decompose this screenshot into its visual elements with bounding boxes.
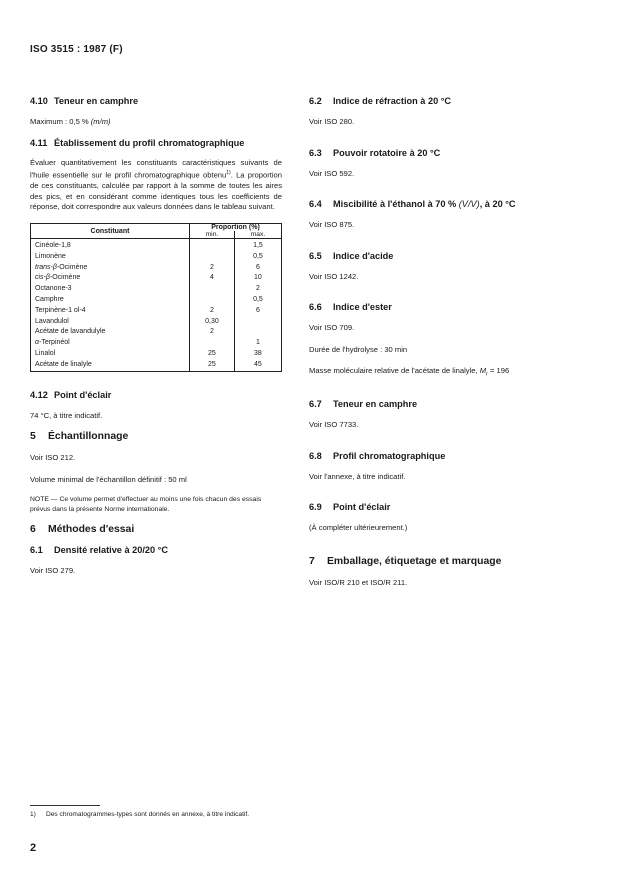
section-paragraph <box>30 158 282 214</box>
footnote-text: Des chromatogrammes-types sont donnés en annexe, à titre indicatif. <box>46 811 250 818</box>
column-header-min: min. <box>190 231 235 239</box>
table-row <box>31 252 282 263</box>
section-number: 6.7 <box>309 399 322 410</box>
table-row <box>31 273 282 284</box>
min-cell <box>190 338 235 349</box>
constituant-name: Camphre <box>35 295 64 303</box>
table-row <box>31 360 282 371</box>
column-header-proportion: Proportion (%) <box>190 224 282 232</box>
constituant-cell <box>31 273 190 284</box>
footnote-divider <box>30 805 100 806</box>
max-cell: 0,5 <box>234 252 281 263</box>
constituant-name: Ocimène <box>59 263 88 271</box>
section-title-suffix: , à 20 °C <box>479 199 516 209</box>
section-text: Durée de l'hydrolyse : 30 min <box>309 344 408 354</box>
section-title: Pouvoir rotatoire à 20 °C <box>333 147 441 158</box>
text-segment: Évaluer quantitativement les constituants caractéristiques suivants de l'huile essentielle sur le profil chromatographique obtenu <box>30 157 282 180</box>
proportion-table <box>30 223 282 372</box>
section-text: Voir ISO 1242. <box>309 271 359 281</box>
unit-text: (V/V) <box>458 199 480 209</box>
section-6 <box>30 524 282 535</box>
table-row <box>31 284 282 295</box>
constituant-cell <box>31 360 190 371</box>
section-heading <box>30 524 282 535</box>
section-4-12 <box>30 390 282 422</box>
left-column <box>30 96 282 587</box>
section-title: Profil chromatographique <box>333 450 446 461</box>
table-row <box>31 295 282 306</box>
constituant-cell <box>31 252 190 263</box>
max-cell: 10 <box>234 273 281 284</box>
section-number: 4.10 <box>30 96 48 106</box>
min-cell <box>190 252 235 263</box>
max-cell <box>234 327 281 338</box>
max-cell: 1,5 <box>234 239 281 252</box>
section-title: Emballage, étiquetage et marquage <box>327 555 502 567</box>
max-cell: 6 <box>234 306 281 317</box>
section-heading <box>309 251 594 261</box>
section-6-3 <box>309 148 594 180</box>
max-cell: 6 <box>234 263 281 274</box>
section-heading <box>30 96 282 106</box>
section-number: 6.5 <box>309 250 322 261</box>
section-title: Échantillonnage <box>48 431 129 443</box>
constituant-name: Limonène <box>35 252 66 260</box>
constituant-cell <box>31 263 190 274</box>
section-4-11 <box>30 138 282 372</box>
table-row <box>31 239 282 252</box>
document-header: ISO 3515 : 1987 (F) <box>30 44 123 55</box>
footnote-mark: 1) <box>30 811 36 818</box>
table-row <box>31 317 282 328</box>
section-heading <box>309 451 594 461</box>
table-row <box>31 338 282 349</box>
section-text <box>309 365 594 381</box>
section-5 <box>30 431 282 514</box>
section-text: Voir ISO 212. <box>30 453 76 463</box>
section-6-7 <box>309 399 594 431</box>
constituant-cell <box>31 239 190 252</box>
section-text: Volume minimal de l'échantillon définitif : 50 ml <box>30 474 187 484</box>
section-number: 6.9 <box>309 502 322 513</box>
section-number: 4.12 <box>30 389 48 400</box>
text-segment: . La proportion de ces constituants, calculée par rapport à la somme de toutes les aires des pics, et en considérant comme identiques tous les coefficients de réponse, doit correspondre aux valeurs données dans le tableau suivant. <box>30 170 282 212</box>
section-text: Voir ISO 7733. <box>309 420 359 430</box>
constituant-cell <box>31 284 190 295</box>
section-note: NOTE — Ce volume permet d'effectuer au moins une fois chacun des essais prévus dans la présente Norme internationale. <box>30 496 262 513</box>
section-title: Teneur en camphre <box>333 399 418 410</box>
max-cell: 38 <box>234 349 281 360</box>
section-text: Voir ISO 279. <box>30 566 76 576</box>
page-number: 2 <box>30 842 37 854</box>
section-text <box>30 116 282 128</box>
constituant-name: Linalol <box>35 349 56 357</box>
section-title: Densité relative à 20/20 °C <box>54 545 168 556</box>
section-heading <box>309 302 594 312</box>
min-cell: 25 <box>190 360 235 371</box>
constituant-name: Acétate de linalyle <box>35 360 92 368</box>
table-row <box>31 327 282 338</box>
section-number: 6.8 <box>309 450 322 461</box>
name-prefix: trans-β- <box>35 263 60 271</box>
constituant-name: Terpinène-1 ol-4 <box>35 306 86 314</box>
section-text: 74 °C, à titre indicatif. <box>30 410 103 420</box>
max-cell: 1 <box>234 338 281 349</box>
column-header-constituant: Constituant <box>31 224 190 239</box>
symbol-subscript: r <box>486 371 488 378</box>
constituant-cell <box>31 327 190 338</box>
section-title: Établissement du profil chromatographique <box>54 137 245 148</box>
section-heading <box>309 148 594 158</box>
section-title: Point d'éclair <box>54 389 112 400</box>
section-heading <box>309 96 594 106</box>
table-row <box>31 349 282 360</box>
section-number: 5 <box>30 431 36 443</box>
value-text: = 196 <box>487 366 510 375</box>
text-segment: Maximum : 0,5 % <box>30 117 91 126</box>
name-prefix: α- <box>35 339 42 347</box>
section-number: 6.1 <box>30 545 43 556</box>
section-heading <box>309 502 594 512</box>
text-segment: Masse moléculaire relative de l'acétate de linalyle, <box>309 366 480 375</box>
section-6-2 <box>309 96 594 128</box>
constituant-name: Ocimène <box>52 274 81 282</box>
section-heading <box>30 138 282 148</box>
section-number: 6.4 <box>309 199 322 209</box>
section-6-6 <box>309 302 594 381</box>
min-cell <box>190 284 235 295</box>
section-6-8 <box>309 451 594 483</box>
constituant-name: Lavandulol <box>35 317 69 325</box>
section-text: (À compléter ultérieurement.) <box>309 523 408 533</box>
constituant-name: Cinéole-1,8 <box>35 242 71 249</box>
section-heading <box>30 390 282 400</box>
section-number: 7 <box>309 555 315 567</box>
section-text: Voir ISO 280. <box>309 117 355 126</box>
min-cell: 2 <box>190 327 235 338</box>
section-6-4 <box>309 199 594 231</box>
min-cell: 4 <box>190 273 235 284</box>
section-6-5 <box>309 251 594 283</box>
section-7 <box>309 556 594 589</box>
section-number: 6.6 <box>309 302 322 312</box>
section-heading <box>30 545 282 555</box>
min-cell: 2 <box>190 263 235 274</box>
min-cell: 25 <box>190 349 235 360</box>
constituant-cell <box>31 317 190 328</box>
section-title: Indice de réfraction à 20 °C <box>333 96 452 106</box>
section-text: Voir ISO 592. <box>309 168 355 178</box>
table-row <box>31 263 282 274</box>
section-heading <box>309 399 594 409</box>
min-cell: 2 <box>190 306 235 317</box>
min-cell: 0,30 <box>190 317 235 328</box>
constituant-name: Octanone-3 <box>35 285 72 293</box>
section-number: 6.2 <box>309 96 322 106</box>
section-text: Voir ISO 875. <box>309 220 355 229</box>
footnote-reference[interactable]: 1) <box>226 170 231 177</box>
section-heading <box>309 199 594 209</box>
section-title: Point d'éclair <box>333 502 391 513</box>
max-cell: 45 <box>234 360 281 371</box>
footnote <box>30 811 249 818</box>
constituant-name: Acétate de lavandulyle <box>35 328 106 336</box>
section-title: Miscibilité à l'éthanol à 70 % <box>333 199 459 209</box>
section-6-1 <box>30 545 282 577</box>
constituant-cell <box>31 306 190 317</box>
section-number: 6 <box>30 524 36 536</box>
constituant-name: Terpinéol <box>41 339 70 347</box>
section-text: Voir l'annexe, à titre indicatif. <box>309 471 406 481</box>
min-cell <box>190 239 235 252</box>
section-title: Indice d'acide <box>333 250 394 261</box>
min-cell <box>190 295 235 306</box>
column-header-max: max. <box>234 231 281 239</box>
max-cell <box>234 317 281 328</box>
section-heading <box>309 556 594 567</box>
table-row <box>31 306 282 317</box>
section-number: 4.11 <box>30 137 48 148</box>
section-title: Teneur en camphre <box>54 96 139 106</box>
section-title: Méthodes d'essai <box>48 524 135 536</box>
section-6-9 <box>309 502 594 534</box>
section-text: Voir ISO 709. <box>309 323 355 332</box>
max-cell: 0,5 <box>234 295 281 306</box>
section-4-10 <box>30 96 282 128</box>
name-prefix: cis-β- <box>35 274 53 282</box>
section-title: Indice d'ester <box>333 302 392 312</box>
symbol-text: M <box>479 366 487 375</box>
constituant-cell <box>31 295 190 306</box>
max-cell: 2 <box>234 284 281 295</box>
section-heading <box>30 431 282 442</box>
constituant-cell <box>31 349 190 360</box>
unit-text: (m/m) <box>90 117 111 126</box>
section-text: Voir ISO/R 210 et ISO/R 211. <box>309 577 408 587</box>
right-column <box>309 96 594 598</box>
section-number: 6.3 <box>309 147 322 158</box>
constituant-cell <box>31 338 190 349</box>
